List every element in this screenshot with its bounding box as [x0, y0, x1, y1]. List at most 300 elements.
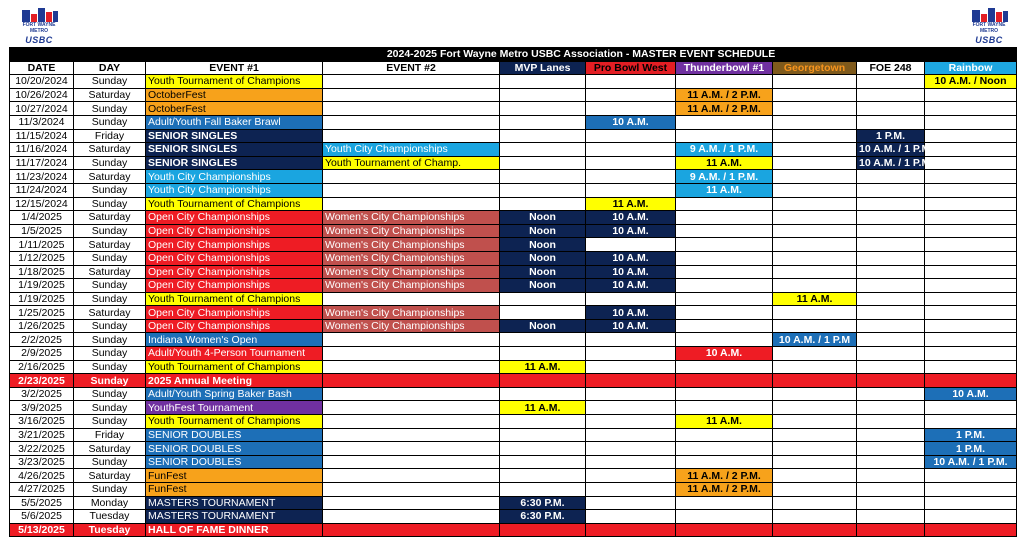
header-date: DATE: [10, 61, 74, 75]
cell-date: 2/9/2025: [10, 347, 74, 361]
table-row: [10, 156, 1017, 170]
cell-pbw: [586, 374, 676, 388]
cell-day: Sunday: [74, 279, 146, 293]
cell-event2: [323, 333, 500, 347]
cell-event1: Open City Championships: [146, 319, 323, 333]
cell-tb: 11 A.M. / 2 P.M.: [676, 483, 773, 497]
cell-rb: [925, 143, 1017, 157]
cell-mvp: [500, 428, 586, 442]
cell-date: 1/5/2025: [10, 224, 74, 238]
table-row: [10, 333, 1017, 347]
cell-foe: 10 A.M. / 1 P.M.: [857, 156, 925, 170]
cell-mvp: [500, 523, 586, 537]
logo-caption: FORT WAYNE METRO: [22, 22, 56, 34]
cell-date: 1/19/2025: [10, 292, 74, 306]
cell-tb: [676, 455, 773, 469]
cell-mvp: [500, 333, 586, 347]
table-row: [10, 238, 1017, 252]
cell-pbw: [586, 333, 676, 347]
table-row: [10, 347, 1017, 361]
cell-event1: MASTERS TOURNAMENT: [146, 496, 323, 510]
cell-day: Sunday: [74, 455, 146, 469]
cell-event2: [323, 483, 500, 497]
cell-tb: [676, 442, 773, 456]
cell-event1: SENIOR DOUBLES: [146, 442, 323, 456]
cell-gt: [773, 510, 857, 524]
header-day: DAY: [74, 61, 146, 75]
cell-event2: Women's City Championships: [323, 306, 500, 320]
cell-event2: [323, 347, 500, 361]
logo-usbc-text: USBC: [25, 35, 53, 45]
cell-event2: [323, 510, 500, 524]
cell-event2: [323, 387, 500, 401]
cell-day: Sunday: [74, 319, 146, 333]
cell-foe: [857, 88, 925, 102]
cell-day: Sunday: [74, 483, 146, 497]
cell-pbw: [586, 292, 676, 306]
cell-day: Saturday: [74, 170, 146, 184]
cell-date: 3/21/2025: [10, 428, 74, 442]
cell-rb: [925, 115, 1017, 129]
cell-day: Sunday: [74, 75, 146, 89]
table-row: [10, 387, 1017, 401]
cell-pbw: [586, 360, 676, 374]
cell-date: 10/27/2024: [10, 102, 74, 116]
cell-date: 11/15/2024: [10, 129, 74, 143]
cell-rb: [925, 483, 1017, 497]
cell-mvp: Noon: [500, 224, 586, 238]
cell-day: Sunday: [74, 115, 146, 129]
cell-event2: [323, 523, 500, 537]
cell-event1: SENIOR SINGLES: [146, 143, 323, 157]
cell-rb: [925, 469, 1017, 483]
cell-date: 3/16/2025: [10, 415, 74, 429]
cell-date: 11/16/2024: [10, 143, 74, 157]
cell-date: 1/4/2025: [10, 211, 74, 225]
cell-rb: [925, 265, 1017, 279]
cell-gt: [773, 129, 857, 143]
cell-event2: [323, 469, 500, 483]
cell-foe: [857, 510, 925, 524]
cell-event2: [323, 292, 500, 306]
cell-pbw: [586, 102, 676, 116]
cell-mvp: Noon: [500, 238, 586, 252]
cell-day: Saturday: [74, 469, 146, 483]
cell-pbw: 10 A.M.: [586, 115, 676, 129]
cell-event2: [323, 455, 500, 469]
cell-rb: [925, 238, 1017, 252]
cell-rb: [925, 224, 1017, 238]
schedule-banner: [10, 48, 1017, 62]
cell-rb: [925, 510, 1017, 524]
cell-event1: Open City Championships: [146, 224, 323, 238]
cell-pbw: [586, 387, 676, 401]
table-row: [10, 279, 1017, 293]
cell-tb: [676, 129, 773, 143]
cell-event2: Youth City Championships: [323, 143, 500, 157]
cell-event2: [323, 415, 500, 429]
cell-rb: [925, 183, 1017, 197]
cell-event1: Open City Championships: [146, 251, 323, 265]
cell-day: Sunday: [74, 374, 146, 388]
cell-event1: 2025 Annual Meeting: [146, 374, 323, 388]
cell-event1: SENIOR DOUBLES: [146, 428, 323, 442]
cell-rb: 1 P.M.: [925, 428, 1017, 442]
cell-pbw: [586, 483, 676, 497]
header-rainbow: Rainbow: [925, 61, 1017, 75]
cell-event1: YouthFest Tournament: [146, 401, 323, 415]
cell-event1: MASTERS TOURNAMENT: [146, 510, 323, 524]
cell-pbw: [586, 143, 676, 157]
cell-pbw: [586, 523, 676, 537]
cell-gt: [773, 143, 857, 157]
cell-pbw: [586, 442, 676, 456]
cell-tb: [676, 238, 773, 252]
cell-date: 3/2/2025: [10, 387, 74, 401]
cell-event1: Adult/Youth Spring Baker Bash: [146, 387, 323, 401]
table-row: [10, 129, 1017, 143]
cell-date: 1/26/2025: [10, 319, 74, 333]
cell-tb: [676, 224, 773, 238]
schedule-table: [9, 47, 1017, 537]
cell-gt: [773, 442, 857, 456]
cell-day: Sunday: [74, 333, 146, 347]
table-row: [10, 360, 1017, 374]
cell-tb: [676, 265, 773, 279]
cell-event2: [323, 401, 500, 415]
cell-event2: Women's City Championships: [323, 211, 500, 225]
cell-day: Sunday: [74, 401, 146, 415]
cell-rb: [925, 170, 1017, 184]
cell-tb: 10 A.M.: [676, 347, 773, 361]
logo-usbc-text: USBC: [975, 35, 1003, 45]
cell-day: Saturday: [74, 265, 146, 279]
cell-mvp: [500, 197, 586, 211]
cell-mvp: [500, 483, 586, 497]
cell-gt: [773, 306, 857, 320]
cell-rb: [925, 401, 1017, 415]
table-row: [10, 455, 1017, 469]
cell-mvp: 6:30 P.M.: [500, 510, 586, 524]
header-event2: EVENT #2: [323, 61, 500, 75]
cell-event1: Youth Tournament of Champions: [146, 415, 323, 429]
cell-gt: [773, 347, 857, 361]
table-row: [10, 75, 1017, 89]
cell-gt: [773, 265, 857, 279]
table-row: [10, 469, 1017, 483]
cell-rb: [925, 251, 1017, 265]
cell-rb: 10 A.M.: [925, 387, 1017, 401]
cell-day: Sunday: [74, 387, 146, 401]
cell-mvp: [500, 102, 586, 116]
cell-event1: Indiana Women's Open: [146, 333, 323, 347]
cell-gt: [773, 523, 857, 537]
cell-gt: [773, 156, 857, 170]
cell-pbw: [586, 428, 676, 442]
cell-tb: [676, 401, 773, 415]
cell-pbw: 10 A.M.: [586, 211, 676, 225]
cell-foe: 1 P.M.: [857, 129, 925, 143]
cell-gt: [773, 469, 857, 483]
cell-date: 10/20/2024: [10, 75, 74, 89]
cell-foe: [857, 483, 925, 497]
cell-gt: [773, 415, 857, 429]
cell-date: 4/26/2025: [10, 469, 74, 483]
cell-date: 5/13/2025: [10, 523, 74, 537]
cell-event2: Women's City Championships: [323, 265, 500, 279]
cell-mvp: [500, 347, 586, 361]
cell-mvp: [500, 143, 586, 157]
table-row: [10, 374, 1017, 388]
cell-rb: 10 A.M. / 1 P.M.: [925, 455, 1017, 469]
cell-foe: [857, 224, 925, 238]
cell-tb: [676, 115, 773, 129]
cell-gt: [773, 496, 857, 510]
cell-event2: Women's City Championships: [323, 251, 500, 265]
cell-date: 10/26/2024: [10, 88, 74, 102]
cell-pbw: 10 A.M.: [586, 279, 676, 293]
cell-gt: [773, 319, 857, 333]
cell-mvp: [500, 156, 586, 170]
cell-mvp: [500, 88, 586, 102]
cell-mvp: [500, 115, 586, 129]
cell-day: Tuesday: [74, 523, 146, 537]
cell-date: 3/22/2025: [10, 442, 74, 456]
cell-day: Sunday: [74, 292, 146, 306]
cell-tb: [676, 333, 773, 347]
cell-pbw: [586, 183, 676, 197]
cell-day: Sunday: [74, 102, 146, 116]
cell-rb: [925, 306, 1017, 320]
cell-rb: [925, 347, 1017, 361]
cell-date: 11/3/2024: [10, 115, 74, 129]
skyline-icon: [970, 8, 1010, 22]
cell-event2: [323, 183, 500, 197]
cell-pbw: 10 A.M.: [586, 265, 676, 279]
cell-day: Sunday: [74, 360, 146, 374]
cell-pbw: [586, 347, 676, 361]
cell-tb: 11 A.M.: [676, 415, 773, 429]
cell-day: Friday: [74, 129, 146, 143]
cell-event2: Women's City Championships: [323, 279, 500, 293]
cell-event1: OctoberFest: [146, 88, 323, 102]
cell-gt: [773, 455, 857, 469]
cell-day: Saturday: [74, 88, 146, 102]
cell-event2: [323, 360, 500, 374]
table-row: [10, 496, 1017, 510]
cell-day: Sunday: [74, 183, 146, 197]
cell-tb: [676, 523, 773, 537]
cell-rb: 1 P.M.: [925, 442, 1017, 456]
header-thunderbowl: Thunderbowl #1: [676, 61, 773, 75]
cell-gt: [773, 428, 857, 442]
cell-event1: Adult/Youth 4-Person Tournament: [146, 347, 323, 361]
cell-gt: [773, 401, 857, 415]
cell-foe: [857, 265, 925, 279]
cell-event2: [323, 75, 500, 89]
cell-tb: 9 A.M. / 1 P.M.: [676, 143, 773, 157]
cell-gt: [773, 75, 857, 89]
cell-event2: [323, 170, 500, 184]
cell-foe: [857, 374, 925, 388]
cell-foe: [857, 170, 925, 184]
cell-date: 1/11/2025: [10, 238, 74, 252]
table-row: [10, 442, 1017, 456]
cell-tb: [676, 510, 773, 524]
cell-gt: [773, 211, 857, 225]
cell-event1: Open City Championships: [146, 238, 323, 252]
cell-foe: [857, 319, 925, 333]
cell-tb: [676, 387, 773, 401]
cell-event2: Youth Tournament of Champ.: [323, 156, 500, 170]
cell-pbw: 10 A.M.: [586, 224, 676, 238]
cell-event1: OctoberFest: [146, 102, 323, 116]
cell-pbw: [586, 238, 676, 252]
cell-pbw: [586, 496, 676, 510]
table-row: [10, 292, 1017, 306]
cell-mvp: [500, 129, 586, 143]
cell-date: 3/9/2025: [10, 401, 74, 415]
cell-day: Sunday: [74, 156, 146, 170]
table-row: [10, 523, 1017, 537]
cell-tb: [676, 211, 773, 225]
cell-event1: Open City Championships: [146, 306, 323, 320]
cell-foe: [857, 102, 925, 116]
cell-tb: [676, 251, 773, 265]
cell-rb: [925, 415, 1017, 429]
cell-event1: Open City Championships: [146, 265, 323, 279]
cell-event1: Youth Tournament of Champions: [146, 75, 323, 89]
table-row: [10, 265, 1017, 279]
cell-day: Saturday: [74, 442, 146, 456]
cell-event2: [323, 115, 500, 129]
cell-date: 11/23/2024: [10, 170, 74, 184]
cell-tb: 11 A.M. / 2 P.M.: [676, 88, 773, 102]
cell-tb: 11 A.M.: [676, 156, 773, 170]
cell-date: 1/25/2025: [10, 306, 74, 320]
cell-rb: [925, 279, 1017, 293]
cell-gt: [773, 197, 857, 211]
cell-gt: [773, 387, 857, 401]
cell-mvp: Noon: [500, 251, 586, 265]
cell-rb: [925, 523, 1017, 537]
cell-rb: [925, 102, 1017, 116]
cell-foe: [857, 279, 925, 293]
cell-event1: Youth Tournament of Champions: [146, 197, 323, 211]
cell-tb: [676, 428, 773, 442]
cell-foe: [857, 523, 925, 537]
cell-foe: [857, 455, 925, 469]
cell-event1: Open City Championships: [146, 211, 323, 225]
table-row: [10, 211, 1017, 225]
cell-tb: 11 A.M.: [676, 183, 773, 197]
header-row: [10, 61, 1017, 75]
cell-date: 5/6/2025: [10, 510, 74, 524]
cell-foe: [857, 428, 925, 442]
cell-tb: 9 A.M. / 1 P.M.: [676, 170, 773, 184]
cell-event1: SENIOR SINGLES: [146, 129, 323, 143]
cell-event1: HALL OF FAME DINNER: [146, 523, 323, 537]
cell-foe: [857, 401, 925, 415]
cell-date: 5/5/2025: [10, 496, 74, 510]
cell-pbw: 10 A.M.: [586, 251, 676, 265]
cell-rb: [925, 319, 1017, 333]
cell-event1: Youth Tournament of Champions: [146, 292, 323, 306]
cell-foe: [857, 115, 925, 129]
cell-gt: [773, 115, 857, 129]
cell-event2: Women's City Championships: [323, 238, 500, 252]
cell-foe: [857, 333, 925, 347]
cell-rb: [925, 197, 1017, 211]
table-row: [10, 401, 1017, 415]
cell-foe: [857, 183, 925, 197]
cell-gt: 11 A.M.: [773, 292, 857, 306]
cell-pbw: [586, 170, 676, 184]
cell-mvp: [500, 306, 586, 320]
cell-gt: [773, 251, 857, 265]
cell-tb: 11 A.M. / 2 P.M.: [676, 469, 773, 483]
cell-rb: [925, 360, 1017, 374]
header-event1: EVENT #1: [146, 61, 323, 75]
cell-foe: [857, 211, 925, 225]
table-row: [10, 115, 1017, 129]
skyline-icon: [20, 8, 60, 22]
cell-pbw: [586, 156, 676, 170]
cell-event2: [323, 442, 500, 456]
cell-rb: [925, 88, 1017, 102]
header-georgetown: Georgetown: [773, 61, 857, 75]
cell-foe: [857, 306, 925, 320]
cell-foe: [857, 415, 925, 429]
cell-mvp: [500, 374, 586, 388]
cell-mvp: Noon: [500, 279, 586, 293]
cell-day: Saturday: [74, 238, 146, 252]
cell-foe: [857, 75, 925, 89]
cell-gt: [773, 170, 857, 184]
cell-event2: [323, 496, 500, 510]
cell-gt: [773, 279, 857, 293]
cell-event1: Youth City Championships: [146, 170, 323, 184]
cell-mvp: 11 A.M.: [500, 360, 586, 374]
cell-event1: Youth Tournament of Champions: [146, 360, 323, 374]
cell-tb: [676, 360, 773, 374]
cell-gt: [773, 238, 857, 252]
cell-date: 2/2/2025: [10, 333, 74, 347]
cell-tb: [676, 306, 773, 320]
cell-mvp: 11 A.M.: [500, 401, 586, 415]
cell-pbw: [586, 129, 676, 143]
usbc-logo-right: [958, 8, 1020, 46]
cell-event2: [323, 102, 500, 116]
cell-date: 12/15/2024: [10, 197, 74, 211]
cell-date: 1/12/2025: [10, 251, 74, 265]
cell-pbw: [586, 469, 676, 483]
cell-tb: [676, 292, 773, 306]
cell-day: Saturday: [74, 211, 146, 225]
cell-pbw: [586, 75, 676, 89]
cell-foe: [857, 442, 925, 456]
table-row: [10, 483, 1017, 497]
cell-gt: [773, 374, 857, 388]
cell-date: 11/24/2024: [10, 183, 74, 197]
logo-caption: FORT WAYNE METRO: [972, 22, 1006, 34]
cell-mvp: [500, 170, 586, 184]
cell-foe: 10 A.M. / 1 P.M.: [857, 143, 925, 157]
cell-event1: SENIOR SINGLES: [146, 156, 323, 170]
cell-foe: [857, 347, 925, 361]
cell-day: Monday: [74, 496, 146, 510]
cell-event1: SENIOR DOUBLES: [146, 455, 323, 469]
